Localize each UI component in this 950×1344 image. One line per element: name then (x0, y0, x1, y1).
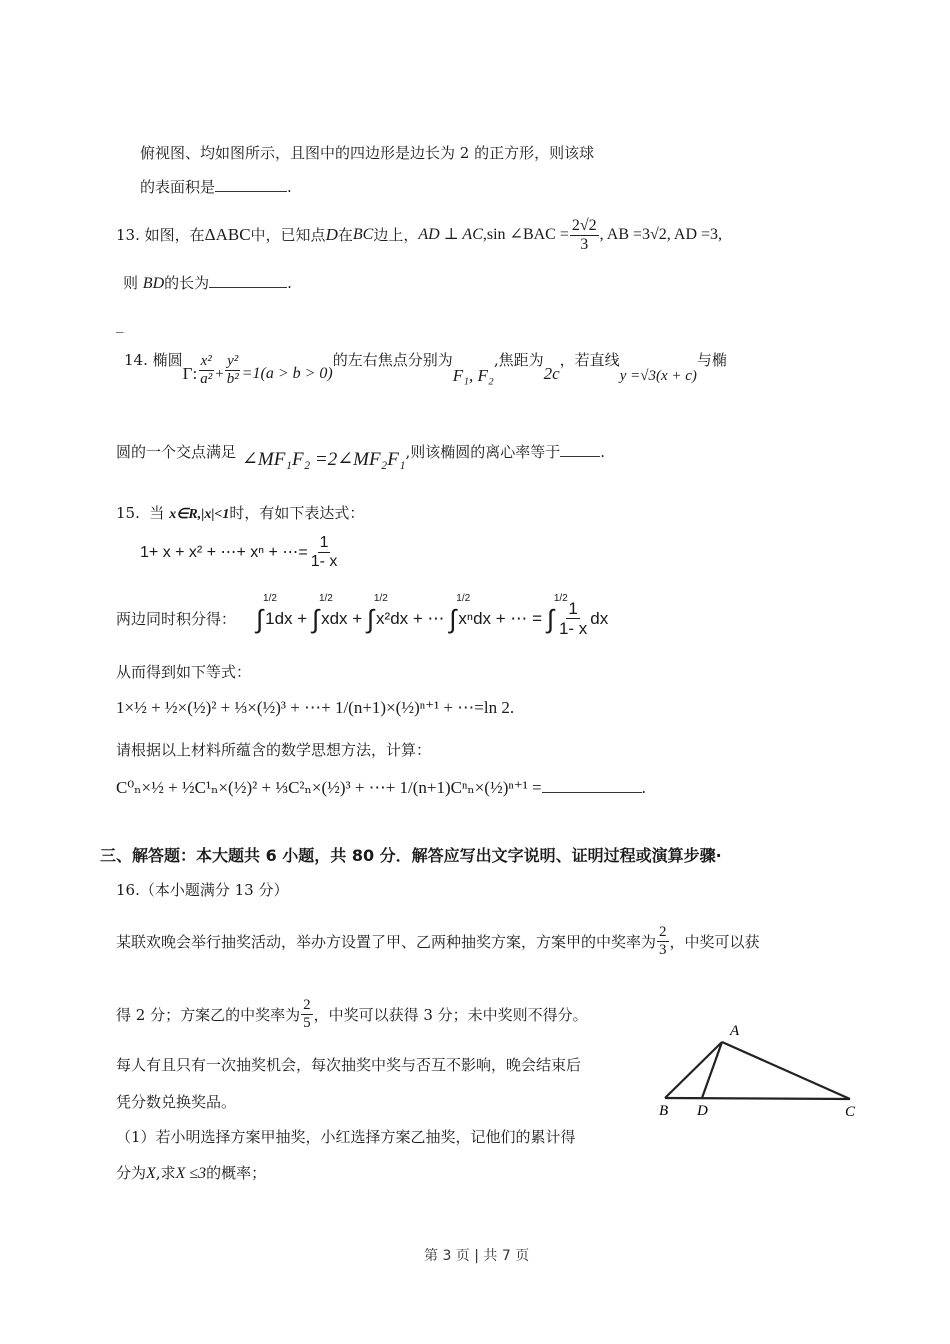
q15-series-num: 1 (319, 534, 329, 551)
q12-prompt: 的表面积是 (140, 178, 216, 196)
label-c: C (845, 1104, 856, 1120)
q14-period: . (600, 443, 605, 461)
q14-x2: x² (200, 353, 212, 369)
q15-ask-series (116, 778, 646, 798)
q14-y2: y² (227, 353, 239, 369)
q13-triangle: ΔABC (204, 225, 251, 244)
q16-part1-cont (116, 1163, 266, 1184)
page-footer: 第 3 页 | 共 7 页 (424, 1248, 530, 1264)
q15-integral-line (116, 592, 609, 638)
q16-var-x: X (146, 1165, 156, 1182)
integral-sign-icon: ∫ 1/2 (366, 592, 388, 634)
q14-text: ，若直线 (559, 351, 620, 369)
q15-series (140, 535, 340, 570)
q14-b2: b² (226, 371, 239, 387)
q15-text: 时，有如下表达式： (229, 504, 365, 522)
q15-int-term: xⁿdx + ⋯ = (458, 608, 543, 628)
q16-prob-b-num: 2 (303, 997, 311, 1013)
q16-para1 (116, 925, 760, 958)
integral-sign-icon: ∫ 1/2 (256, 592, 277, 634)
q14-text: 椭圆 (152, 351, 183, 369)
q13-answer-blank[interactable] (209, 273, 287, 288)
triangle-figure (655, 1015, 870, 1120)
q15-series-lhs: 1+ x + x² + ⋯+ xⁿ + ⋯= (140, 543, 308, 561)
q16-text: 某联欢晚会举行抽奖活动，举办方设置了甲、乙两种抽奖方案，方案甲的中奖率为 (116, 932, 657, 951)
q13-line1 (116, 218, 722, 252)
q14-text: ,则该椭圆的离心率等于 (405, 443, 561, 461)
q15-series-fraction (309, 535, 340, 570)
q13-point-d: D (325, 225, 338, 244)
label-a: A (730, 1023, 740, 1039)
q13-text: 如图，在 (144, 226, 205, 244)
q14-number: 14. (124, 351, 148, 369)
q15-int-rhs-den: 1- x (558, 619, 588, 638)
q14-focal-length: 2c (543, 364, 560, 383)
q15-ln2-series: 1×½ + ½×(½)² + ⅓×(½)³ + ⋯+ 1/(n+1)×(½)ⁿ⁺¹ + ⋯=ln 2. (116, 698, 515, 717)
q15-ask-label: 请根据以上材料所蕴含的数学思想方法，计算： (116, 741, 432, 759)
q16-text: 分为 (116, 1164, 147, 1182)
integral-sign-icon: ∫ 1/2 (546, 592, 568, 634)
section3-heading: 三、解答题：本大题共 6 小题，共 80 分．解答应写出文字说明、证明过程或演算步骤· (100, 846, 722, 865)
q15-ask-expression: C⁰ₙ×½ + ½C¹ₙ×(½)² + ⅓C²ₙ×(½)³ + ⋯+ 1/(n+1)Cⁿₙ×(½)ⁿ⁺¹ = (116, 778, 542, 797)
q14-x-fraction (198, 354, 214, 387)
q14-text: 圆的一个交点满足 (116, 443, 237, 461)
q14-condition: =1(a > b > 0) (241, 365, 333, 382)
q15-condition: x∈R,|x|<1 (169, 507, 230, 522)
q12-text-line2 (140, 177, 292, 197)
q15-series-den: 1- x (310, 553, 338, 570)
q13-period: . (287, 274, 292, 292)
q15-answer-blank[interactable] (542, 778, 642, 793)
q16-prob-b-den: 5 (303, 1015, 311, 1031)
q13-text: 在 (337, 226, 353, 244)
q16-para3: 每人有且只有一次抽奖机会，每次抽奖中奖与否互不影响，晚会结束后 (116, 1056, 582, 1074)
q14-answer-blank[interactable] (560, 442, 600, 457)
q13-line2 (123, 273, 292, 294)
q15-int-rhs-dx: dx (590, 608, 609, 628)
q14-line1 (124, 350, 727, 387)
q16-para2 (116, 998, 588, 1031)
q15-int-rhs-fraction (557, 600, 589, 637)
q16-text: ，中奖可以获得 3 分；未中奖则不得分。 (313, 1005, 588, 1024)
q15-line1 (116, 503, 364, 525)
q12-period: . (287, 178, 292, 196)
q15-integral-label: 两边同时积分得： (116, 609, 237, 628)
q16-text: 得 2 分；方案乙的中奖率为 (116, 1005, 301, 1024)
q13-text: 边上， (373, 226, 419, 244)
q14-a2: a² (200, 371, 213, 387)
q14-text: ,焦距为 (493, 351, 544, 369)
q14-y-fraction (225, 354, 241, 387)
integral-sign-icon: ∫ 1/2 (311, 592, 333, 634)
q16-text: ，中奖可以获 (669, 932, 760, 951)
q13-ab: , AB =3√2 (599, 226, 667, 243)
q14-text: 的左右焦点分别为 (332, 351, 453, 369)
q16-condition: X ≤3 (175, 1165, 207, 1182)
q16-header: 16.（本小题满分 13 分） (116, 881, 289, 899)
q15-number: 15. (116, 504, 140, 522)
q15-int-term: 1dx + (265, 608, 308, 628)
q14-angle-condition: ∠MF₁F₂ =2∠MF₂F₁ (242, 449, 406, 470)
q13-text: 的长为 (164, 274, 210, 292)
q15-int-term: xdx + (321, 608, 363, 628)
q16-text: 的概率； (206, 1164, 267, 1182)
q14-line-equation: y =√3(x + c) (619, 368, 697, 384)
q13-segment-bd: BD (142, 275, 165, 292)
q14-line2 (116, 442, 605, 470)
q12-answer-blank[interactable] (215, 177, 287, 192)
q15-int-term: x²dx + ⋯ (376, 608, 445, 628)
q16-para4: 凭分数兑换奖品。 (116, 1093, 237, 1111)
q13-sin-fraction (570, 218, 599, 253)
q13-sin: ,sin ∠BAC = (482, 226, 569, 243)
q15-period: . (641, 778, 646, 797)
label-d: D (697, 1103, 708, 1119)
q14-gamma: Γ: (182, 364, 198, 383)
q13-sin-denominator: 3 (580, 235, 589, 253)
triangle-abc-diagram-icon (655, 1015, 870, 1120)
q13-sin-numerator: 2√2 (571, 216, 597, 234)
q13-text: 则 (123, 274, 139, 292)
stray-mark: _ (116, 315, 124, 333)
q14-plus: + (215, 366, 224, 382)
label-b: B (659, 1103, 669, 1119)
q12-text-line1: 俯视图、均如图所示，且图中的四边形是边长为 2 的正方形，则该球 (140, 144, 595, 162)
q13-number: 13. (116, 226, 140, 244)
q14-foci: F₁, F₂ (452, 366, 494, 385)
q13-perpendicular: AD ⊥ AC (418, 226, 483, 243)
q13-segment-bc: BC (352, 226, 374, 243)
q16-text: ,求 (155, 1164, 176, 1182)
q13-text: 中，已知点 (250, 226, 326, 244)
q15-integral-equation (256, 592, 609, 638)
q15-text: 当 (149, 504, 165, 522)
integral-sign-icon: ∫ 1/2 (449, 592, 471, 634)
q15-derived-label: 从而得到如下等式： (116, 663, 252, 681)
q13-ad: , AD =3, (666, 226, 723, 243)
q16-prob-b-fraction (301, 998, 313, 1031)
q14-text: 与椭 (696, 351, 727, 369)
q16-prob-a-fraction (657, 925, 669, 958)
q15-int-rhs-num: 1 (568, 599, 578, 618)
q16-prob-a-den: 3 (659, 942, 667, 958)
q16-part1: （1）若小明选择方案甲抽奖，小红选择方案乙抽奖，记他们的累计得 (116, 1128, 576, 1146)
q16-prob-a-num: 2 (659, 924, 667, 940)
